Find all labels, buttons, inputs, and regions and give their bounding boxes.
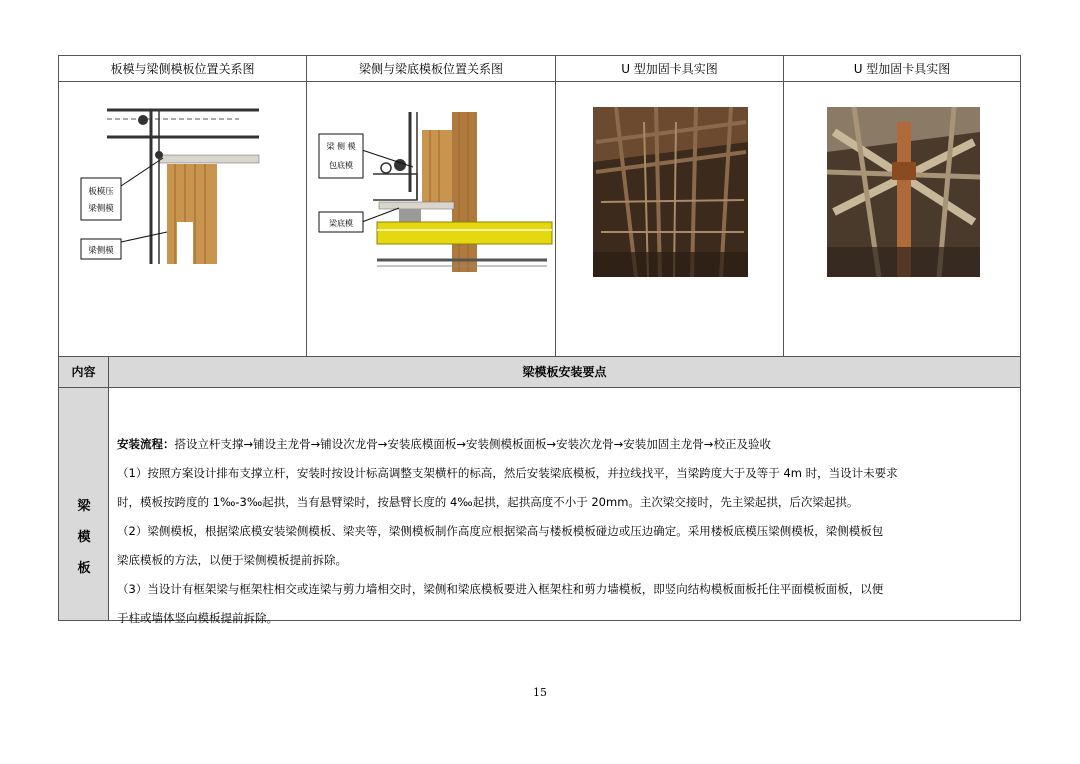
flow-line xyxy=(117,430,1012,459)
diagram1-label-1: 板模压 xyxy=(88,187,114,197)
side-label-char-1: 梁 xyxy=(77,499,91,514)
section-header-cell: 梁模板安装要点 xyxy=(109,357,1020,388)
diagram2-label-2: 包底模 xyxy=(329,161,353,170)
body-line-1: （1）按照方案设计排布支撑立杆，安装时按设计标高调整支架横杆的标高，然后安装梁底模板，并拉线找平，当梁跨度大于及等于 4m 时，当设计未要求 xyxy=(117,466,898,480)
photo-u-clamp-2 xyxy=(784,82,1020,357)
content-header-cell: 内容 xyxy=(59,357,109,388)
diagram2-label-3: 梁底模 xyxy=(329,219,353,228)
diagram1-label-3: 梁侧模 xyxy=(88,246,114,256)
flow-label: 安装流程： xyxy=(117,437,175,451)
side-label-char-2: 模 xyxy=(77,530,91,545)
diagram-beam-side-bottom xyxy=(307,82,556,357)
photo-u-clamp-1 xyxy=(556,82,784,357)
body-line-5: （3）当设计有框架梁与框架柱相交或连梁与剪力墙相交时，梁侧和梁底模板要进入框架柱和剪力墙模板，即竖向结构模板面板托住平面模板面板，以便 xyxy=(117,582,884,596)
flow-text: 搭设立杆支撑→铺设主龙骨→铺设次龙骨→安装底模面板→安装侧模板面板→安装次龙骨→安装加固主龙骨→校正及验收 xyxy=(174,437,771,451)
diagram1-label-2: 梁侧模 xyxy=(88,204,114,214)
body-line-3: （2）梁侧模板，根据梁底模安装梁侧模板、梁夹等，梁侧模板制作高度应根据梁高与楼板模板碰边或压边确定。采用楼板底模压梁侧模板，梁侧模板包 xyxy=(117,524,884,538)
content-table xyxy=(58,55,1021,625)
header-cell-1: 板模与梁侧模板位置关系图 xyxy=(59,56,307,82)
diagram-slab-beam-side xyxy=(59,82,307,357)
content-body xyxy=(109,388,1020,625)
side-label-cell xyxy=(59,388,109,620)
header-cell-4: U 型加固卡具实图 xyxy=(784,56,1020,82)
side-label-char-3: 板 xyxy=(77,561,91,576)
body-line-4: 梁底模板的方法，以便于梁侧模板提前拆除。 xyxy=(117,553,347,567)
diagram2-label-1: 梁 侧 模 xyxy=(326,142,356,151)
header-cell-2: 梁侧与梁底模板位置关系图 xyxy=(307,56,556,82)
body-line-6: 于柱或墙体竖向模板提前拆除。 xyxy=(117,611,278,625)
body-line-2: 时，模板按跨度的 1‰-3‰起拱，当有悬臂梁时，按悬臂长度的 4‰起拱，起拱高度不小于 20mm。主次梁交接时，先主梁起拱，后次梁起拱。 xyxy=(117,495,859,509)
header-cell-3: U 型加固卡具实图 xyxy=(556,56,784,82)
page-number: 15 xyxy=(533,686,547,699)
